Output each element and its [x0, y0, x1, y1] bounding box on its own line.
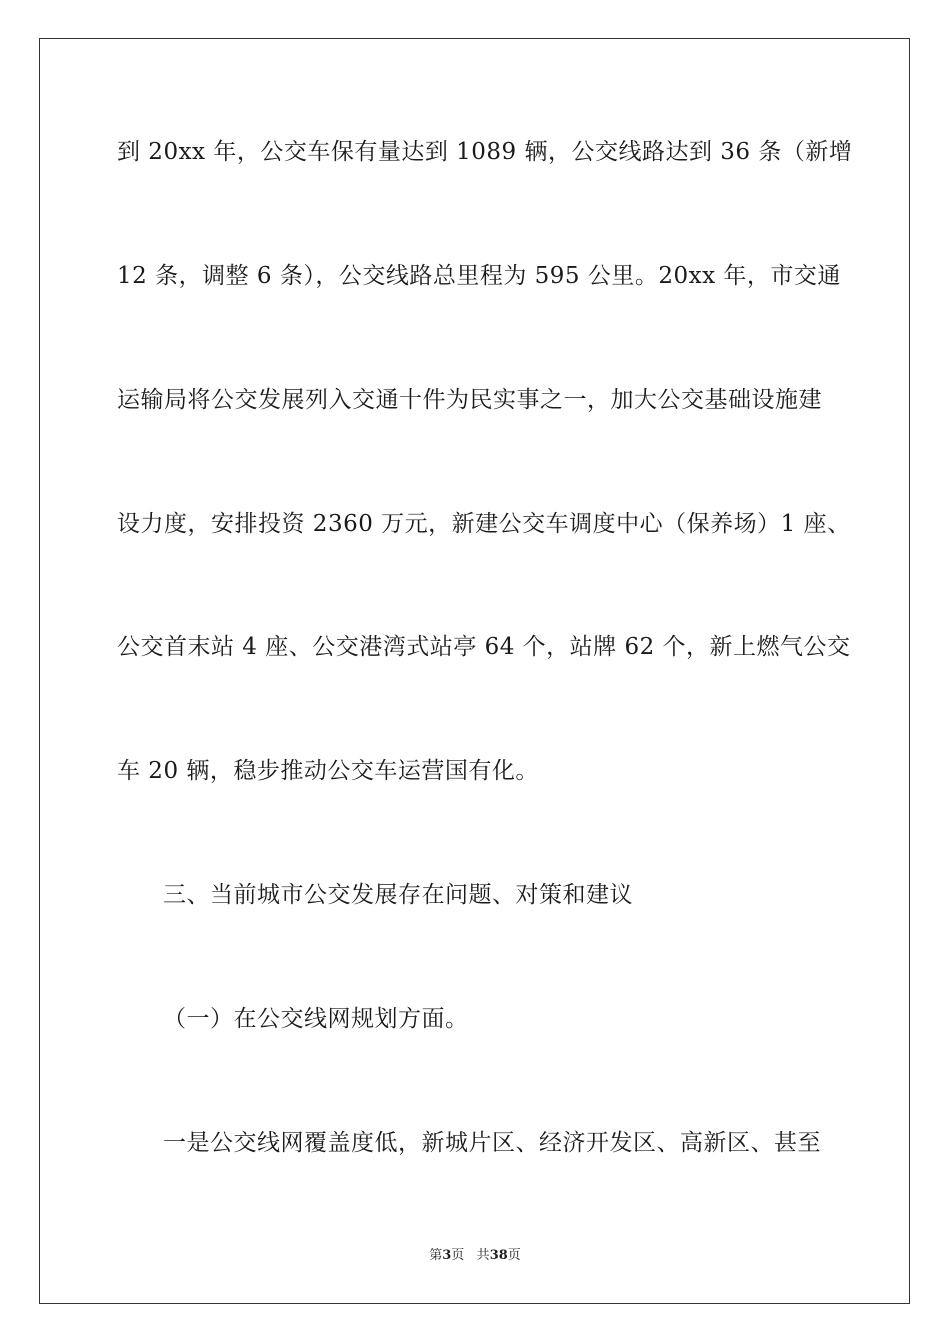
- subsection-heading: （一）在公交线网规划方面。: [163, 1006, 469, 1032]
- paragraph-line-6: 车 20 辆，稳步推动公交车运营国有化。: [117, 758, 539, 784]
- body-line: 一是公交线网覆盖度低，新城片区、经济开发区、高新区、甚至: [163, 1130, 821, 1156]
- paragraph-line-4: 设力度，安排投资 2360 万元，新建公交车调度中心（保养场）1 座、: [117, 511, 851, 537]
- paragraph-line-1: 到 20xx 年，公交车保有量达到 1089 辆，公交线路达到 36 条（新增: [117, 139, 853, 165]
- footer-current-page: 3: [442, 1248, 452, 1263]
- footer-total-prefix: 共: [476, 1248, 490, 1263]
- page-frame: [39, 38, 910, 1304]
- paragraph-line-2: 12 条，调整 6 条），公交线路总里程为 595 公里。20xx 年，市交通: [117, 263, 841, 289]
- paragraph-line-3: 运输局将公交发展列入交通十件为民实事之一，加大公交基础设施建: [117, 387, 822, 413]
- footer-total-pages: 38: [489, 1248, 508, 1263]
- section-heading: 三、当前城市公交发展存在问题、对策和建议: [163, 882, 633, 908]
- footer-page-suffix: 页: [451, 1248, 465, 1263]
- footer-page-prefix: 第: [429, 1248, 443, 1263]
- footer-total-suffix: 页: [507, 1248, 521, 1263]
- page-footer: [0, 1248, 950, 1264]
- paragraph-line-5: 公交首末站 4 座、公交港湾式站亭 64 个，站牌 62 个，新上燃气公交: [117, 634, 851, 660]
